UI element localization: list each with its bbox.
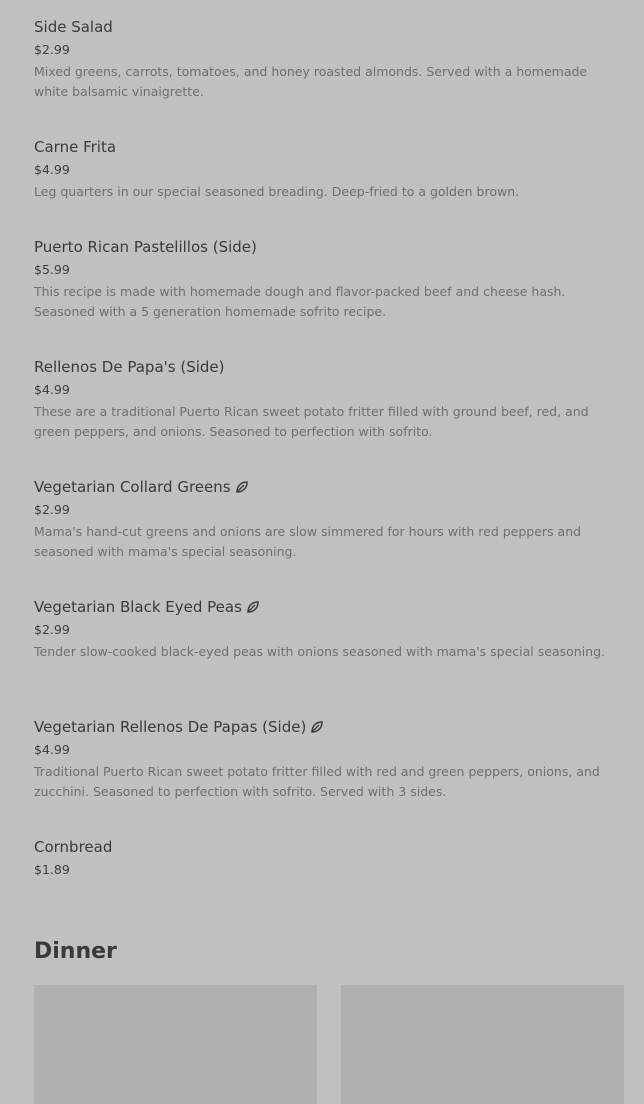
item-name: Vegetarian Collard Greens — [34, 478, 231, 496]
item-description: This recipe is made with homemade dough and flavor-packed beef and cheese hash. Seasoned with a 5 generation homemade sofrito recipe. — [34, 284, 566, 319]
menu-item[interactable] — [34, 597, 614, 662]
item-price: $4.99 — [34, 382, 70, 397]
dinner-item-card[interactable] — [341, 985, 624, 1104]
menu-item[interactable] — [34, 17, 614, 102]
item-description: Mama's hand-cut greens and onions are slow simmered for hours with red peppers and seasoned with mama's special seasoning. — [34, 524, 582, 559]
menu-item[interactable] — [34, 477, 614, 562]
menu-item[interactable] — [34, 137, 614, 202]
menu-item[interactable] — [34, 357, 614, 442]
dinner-section-title: Dinner — [34, 939, 117, 964]
item-price: $4.99 — [34, 162, 70, 177]
item-name: Carne Frita — [34, 138, 117, 156]
item-name: Vegetarian Rellenos De Papas (Side) — [34, 718, 307, 736]
item-price: $5.99 — [34, 262, 70, 277]
item-name: Rellenos De Papa's (Side) — [34, 358, 225, 376]
item-name: Vegetarian Black Eyed Peas — [34, 598, 242, 616]
leaf-icon — [246, 600, 260, 614]
item-description: Leg quarters in our special seasoned breading. Deep-fried to a golden brown. — [34, 184, 520, 199]
menu-item[interactable] — [34, 837, 614, 878]
leaf-icon — [310, 720, 324, 734]
menu-item[interactable] — [34, 717, 614, 802]
leaf-icon — [235, 480, 249, 494]
item-name: Side Salad — [34, 18, 113, 36]
item-price: $2.99 — [34, 622, 70, 637]
item-name: Cornbread — [34, 838, 113, 856]
item-description: Tender slow-cooked black-eyed peas with onions seasoned with mama's special seasoning. — [34, 644, 605, 659]
item-description: Mixed greens, carrots, tomatoes, and honey roasted almonds. Served with a homemade white balsamic vinaigrette. — [34, 64, 588, 99]
item-name: Puerto Rican Pastelillos (Side) — [34, 238, 257, 256]
item-price: $4.99 — [34, 742, 70, 757]
item-price: $2.99 — [34, 502, 70, 517]
dinner-item-card[interactable] — [34, 985, 317, 1104]
item-price: $2.99 — [34, 42, 70, 57]
menu-item[interactable] — [34, 237, 614, 322]
item-description: These are a traditional Puerto Rican sweet potato fritter filled with ground beef, red, and green peppers, and onions. Seasoned to perfection with sofrito. — [34, 404, 589, 439]
item-description: Traditional Puerto Rican sweet potato fritter filled with red and green peppers, onions, and zucchini. Seasoned to perfection with sofrito. Served with 3 sides. — [34, 764, 600, 799]
item-price: $1.89 — [34, 862, 70, 877]
